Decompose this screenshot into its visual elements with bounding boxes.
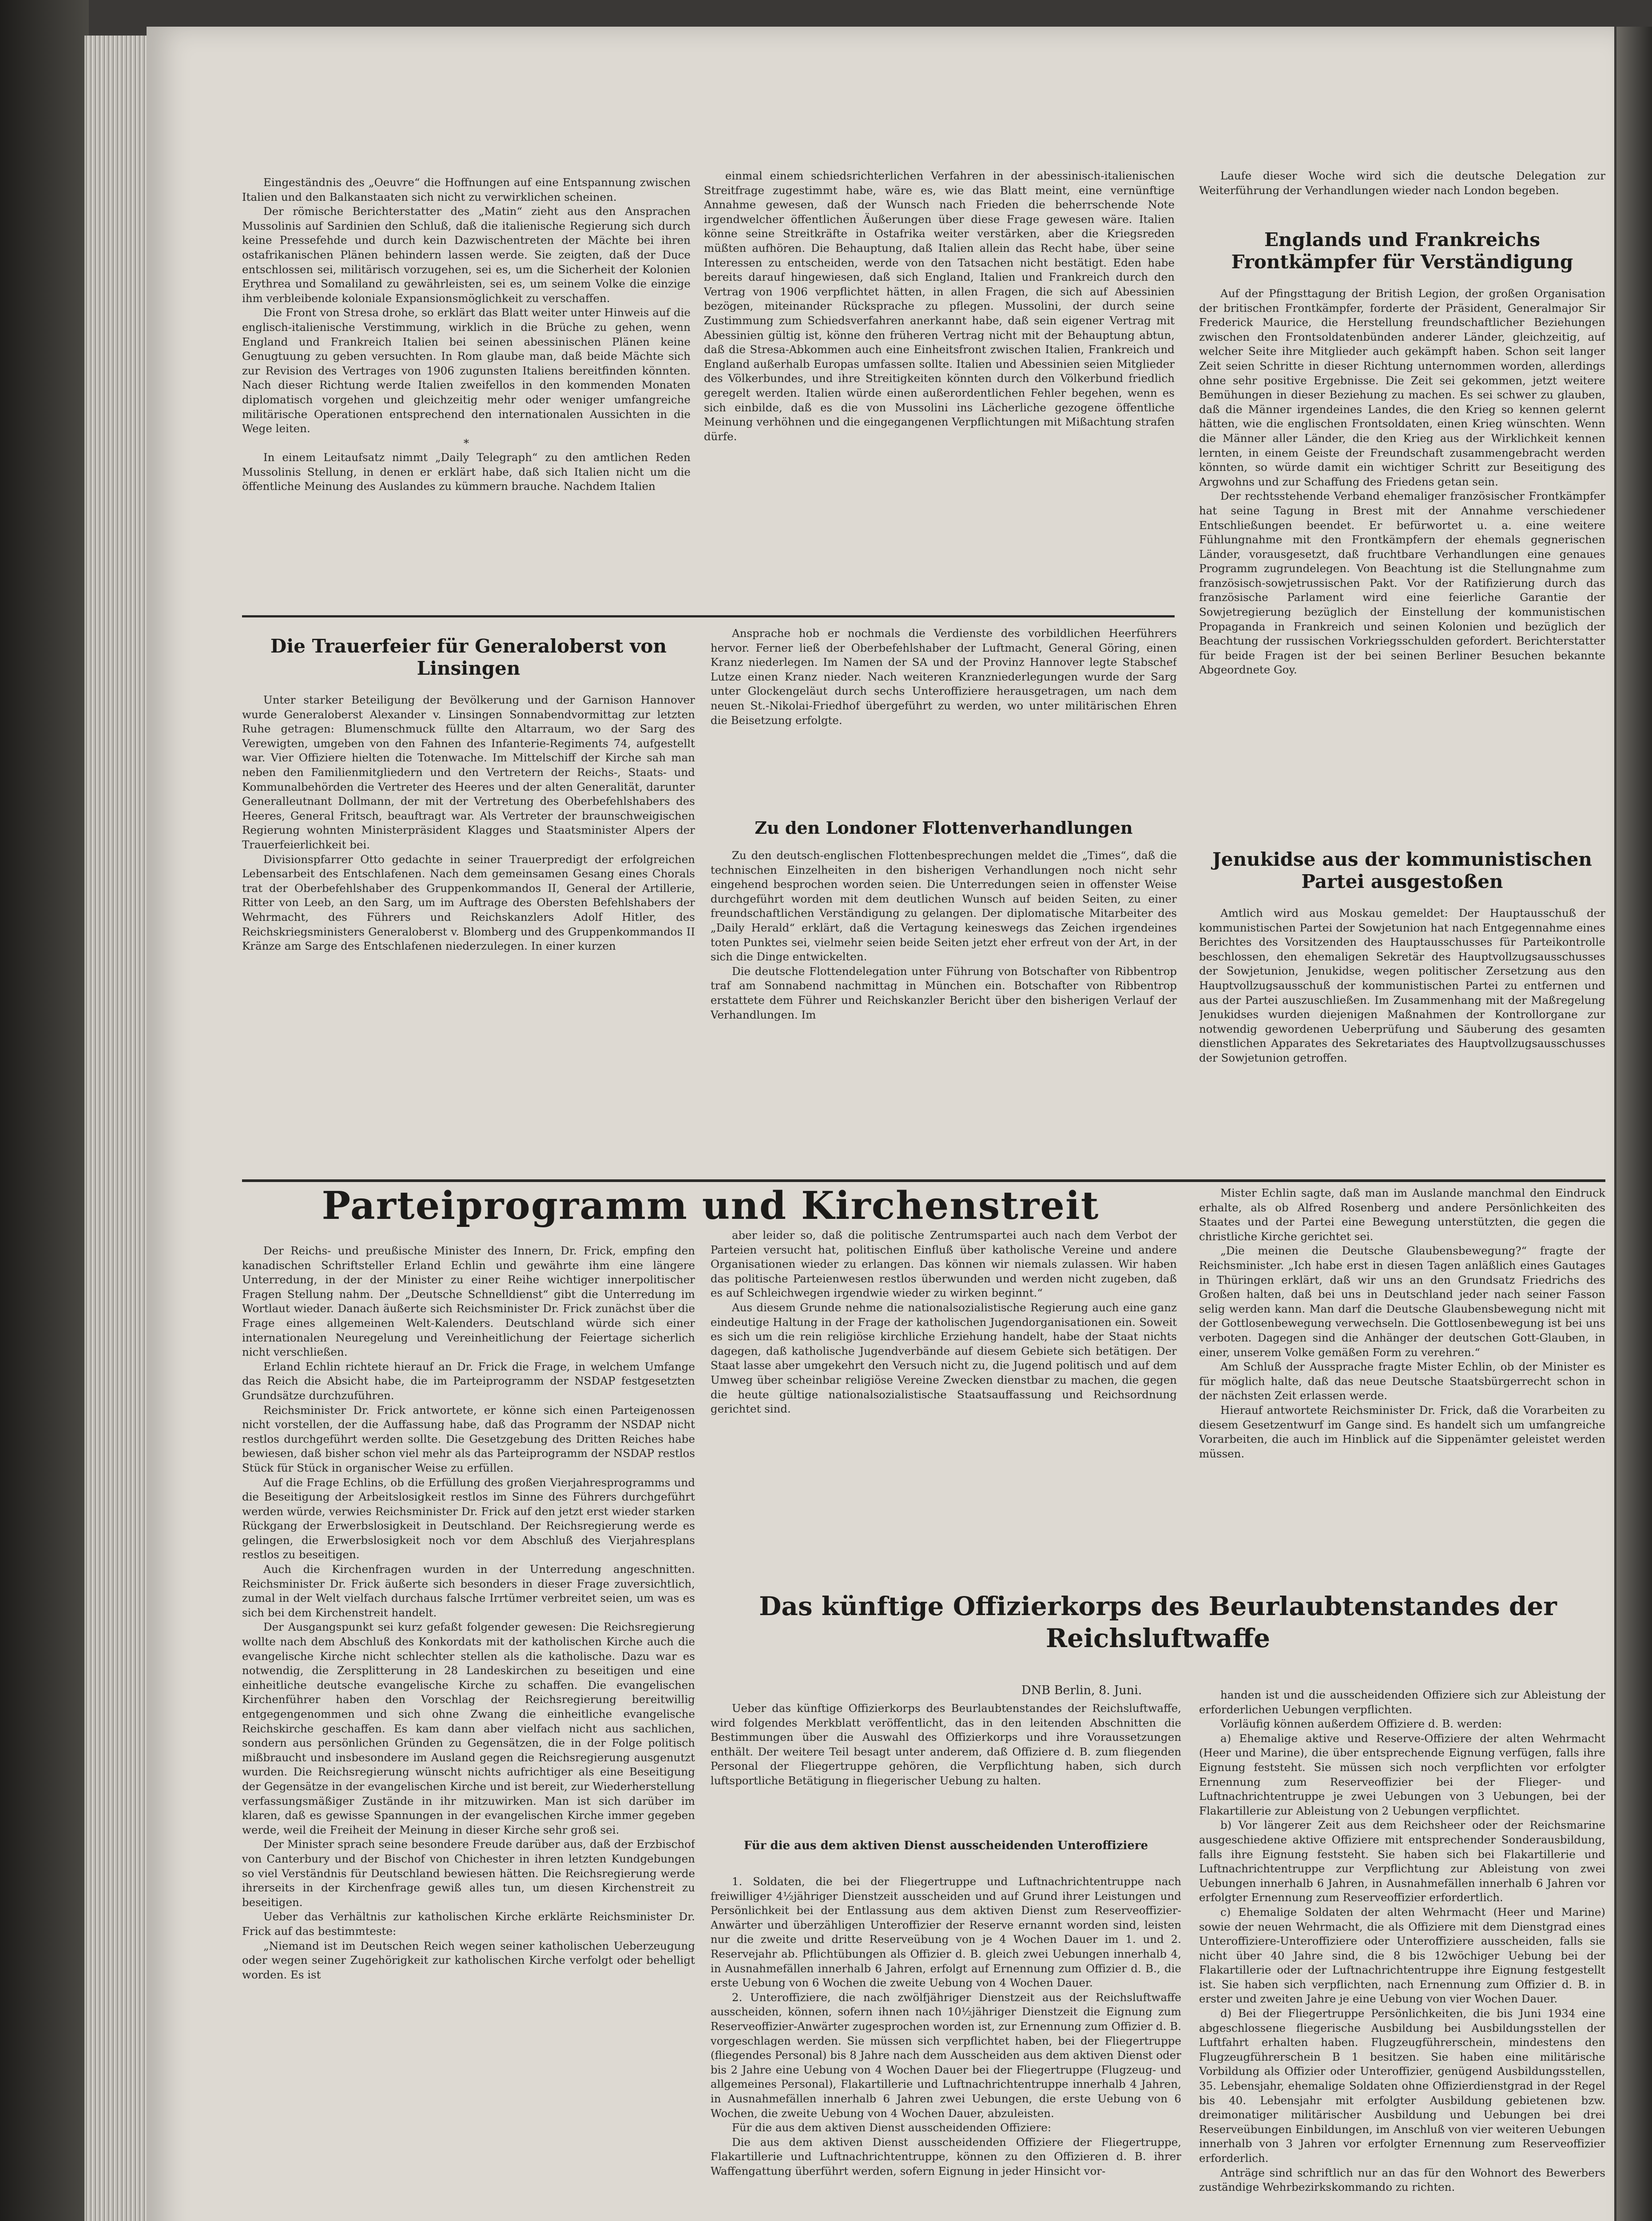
column-trauerfeier-left bbox=[242, 693, 695, 1170]
paragraph: Der Ausgangspunkt sei kurz gefaßt folgender gewesen: Die Reichsregierung wollte nach dem Abschluß des Konkordats mit der katholischen Kirche auch die evangelische Kirche nicht schlechter stellen als die katholische. Dazu war es notwendig, die Zersplitterung in 28 Landeskirchen zu beseitigen und eine einheitliche deutsche evangelische Kirche zu schaffen. Die evangelischen Kirchenführer haben den Vorschlag der Reichsregierung bereitwillig entgegengenommen und sich ohne Zwang die einheitliche evangelische Reichskirche geschaffen. Es kam dann aber vielfach nicht aus sachlichen, sondern aus persönlichen Gründen zu Gegensätzen, die in der Folge politisch mißbraucht und insbesondere im Ausland gegen die Reichsregierung ausgenutzt wurden. Die Reichsregierung wünscht nichts aufrichtiger als eine Beseitigung der Gegensätze in der evangelischen Kirche und ist bereit, zur Wiederherstellung verfassungsmäßiger Zustände in ihr mitzuwirken. Man ist sich darüber im klaren, daß es gewisse Spannungen in der evangelischen Kirche immer gegeben werde, weil die Freiheit der Meinung in dieser Kirche sehr groß sei. bbox=[242, 1620, 695, 1836]
paragraph: einmal einem schiedsrichterlichen Verfahren in der abessinisch-italienischen Streitfrage zugestimmt habe, wäre es, wie das Blatt meint, eine vernünftige Annahme gewesen, daß der Wunsch nach Frieden die beherrschende Note irgendwelcher öffentlichen Äußerungen über diese Frage gewesen wäre. Italien könne seine Streitkräfte in Ostafrika weiter verstärken, aber die Kriegsreden müßten aufhören. Die Behauptung, daß Italien allein das Recht habe, über seine Interessen zu entscheiden, werde von den Tatsachen nicht bestätigt. Eden habe bereits darauf hingewiesen, daß sich England, Italien und Frankreich durch den Vertrag von 1906 verpflichtet hätten, in allen Fragen, die sich auf Abessinien bezögen, miteinander Rücksprache zu pflegen. Mussolini, der durch seine Zustimmung zum Schiedsverfahren anerkannt habe, daß sein eigener Vertrag mit Abessinien gültig ist, könne den früheren Vertrag nicht mit der Behauptung abtun, daß die Stresa-Abkommen auch eine Einheitsfront zwischen Italien, Frankreich und England außerhalb Europas umfassen sollte. Italien und Abessinien seien Mitglieder des Völkerbundes, und ihre Streitigkeiten könnten durch den Völkerbund friedlich geregelt werden. Italien würde einen außerordentlichen Fehler begehen, wenn es sich einbilde, daß es die von Mussolini ins Lächerliche gezogene öffentliche Meinung verhöhnen und die eingegangenen Verpflichtungen mit Mißachtung strafen dürfe. bbox=[704, 169, 1175, 443]
paragraph: Mister Echlin sagte, daß man im Auslande manchmal den Eindruck erhalte, als ob Alfred Rosenberg und andere Persönlichkeiten des Staates und der Partei eine Bewegung unterstützten, die gegen die christliche Kirche gerichtet sei. bbox=[1199, 1186, 1605, 1243]
paragraph: Eingeständnis des „Oeuvre“ die Hoffnungen auf eine Entspannung zwischen Italien und den Balkanstaaten sich nicht zu verwirklichen scheinen. bbox=[242, 176, 691, 203]
paragraph: Ueber das Verhältnis zur katholischen Kirche erklärte Reichsminister Dr. Frick auf das bestimmteste: bbox=[242, 1910, 695, 1938]
paragraph: Unter starker Beteiligung der Bevölkerung und der Garnison Hannover wurde Generaloberst Alexander v. Linsingen Sonnabendvormittag zur letzten Ruhe getragen: Blumenschmuck füllte den Altarraum, wo der Sarg des Verewigten, umgeben von den Fahnen des Infanterie-Regiments 74, aufgestellt war. Vier Offiziere hielten die Totenwache. Im Mittelschiff der Kirche sah man neben den Familienmitgliedern und den Vertretern der Reichs-, Staats- und Kommunalbehörden die Vertreter des Heeres und der alten Generalität, darunter Generalleutnant Dollmann, der mit der Vertretung des Oberbefehlshabers des Heeres, General Fritsch, beauftragt war. Als Vertreter der braunschweigischen Regierung wohnten Ministerpräsident Klagges und Staatsminister Alpers der Trauerfeierlichkeit bei. bbox=[242, 693, 695, 851]
paragraph: Hierauf antwortete Reichsminister Dr. Frick, daß die Vorarbeiten zu diesem Gesetzentwurf im Gange sind. Es handelt sich um umfangreiche Vorarbeiten, die auch im Hinblick auf die Sippenämter geleistet werden müssen. bbox=[1199, 1403, 1605, 1460]
column-trauerfeier-right bbox=[711, 626, 1177, 804]
paragraph: d) Bei der Fliegertruppe Persönlichkeiten, die bis Juni 1934 eine abgeschlossene fliegerische Ausbildung bei Ausbildungsstellen der Luftfahrt erhalten haben. Flugzeugführerschein, mindestens den Flugzeugführerschein B 1 besitzen. Sie haben eine militärische Vorbildung als Offizier oder Unteroffizier, genügend Ausbildungsstellen, 35. Lebensjahr, ehemalige Soldaten ohne Offizierdienstgrad in der Regel bis 40. Lebensjahr mit erfolgter Ausbildung gebietenen bzw. dreimonatiger militärischer Ausbildung und Uebungen bei drei Reserveübungen Einbildungen, im Anschluß von vier weiteren Uebungen innerhalb von 3 Jahren vor erfolgter Ernennung zum Reserveoffizier erforderlich. bbox=[1199, 2007, 1605, 2165]
paragraph: 2. Unteroffiziere, die nach zwölfjähriger Dienstzeit aus der Reichsluftwaffe ausscheiden, können, sofern ihnen nach 10½jähriger Dienstzeit die Eignung zum Reserveoffizier-Anwärter zugesprochen worden ist, zur Ernennung zum Offizier d. B. vorgeschlagen werden. Sie müssen sich verpflichtet haben, bei der Fliegertruppe (fliegendes Personal) bis 8 Jahre nach dem Ausscheiden aus dem aktiven Dienst oder bis 2 Jahre eine Uebung von 4 Wochen Dauer bei der Fliegertruppe (Flugzeug- und allgemeines Personal), Flakartillerie und Luftnachrichtentruppe innerhalb 4 Jahren, in Ausnahmefällen innerhalb 6 Jahren zwei Uebungen, die erste Uebung von 6 Wochen, die zweite Uebung von 4 Wochen Dauer, abzuleisten. bbox=[711, 1990, 1181, 2120]
paragraph: „Niemand ist im Deutschen Reich wegen seiner katholischen Ueberzeugung oder wegen seiner Zugehörigkeit zur katholischen Kirche verfolgt oder behelligt worden. Es ist bbox=[242, 1939, 695, 1981]
paragraph: Auf der Pfingsttagung der British Legion, der großen Organisation der britischen Frontkämpfer, forderte der Präsident, Generalmajor Sir Frederick Maurice, die Herstellung freundschaftlicher Beziehungen zwischen den Frontsoldatenbünden anderer Länder, gleichzeitig, auf welcher Seite ihre Mitglieder auch gekämpft haben. Schon seit langer Zeit seien Schritte in dieser Richtung unternommen worden, allerdings ohne sehr positive Ergebnisse. Die Zeit sei gekommen, jetzt weitere Bemühungen in dieser Beziehung zu machen. Es sei schwer zu glauben, daß die Männer irgendeines Landes, die den Krieg so kennen gelernt hätten, wie die englischen Frontsoldaten, einen Krieg wünschten. Wenn die Männer aller Länder, die den Krieg aus der Wirklichkeit kennen lernten, in einem Geiste der Freundschaft zusammengebracht werden könnten, so würde damit ein wichtiger Schritt zur Beseitigung des Argwohns und zur Schaffung des Friedens getan sein. bbox=[1199, 287, 1605, 488]
book-cover-edge bbox=[0, 0, 89, 2221]
paragraph: Am Schluß der Aussprache fragte Mister Echlin, ob der Minister es für möglich halte, daß das neue Deutsche Staatsbürgerrecht schon in der nächsten Zeit erlassen werde. bbox=[1199, 1360, 1605, 1402]
paragraph: Die Front von Stresa drohe, so erklärt das Blatt weiter unter Hinweis auf die englisch-italienische Verstimmung, wirklich in die Brüche zu gehen, wenn England und Frankreich Italien bei seinen abessinischen Plänen keine Genugtuung zu geben versuchten. In Rom glaube man, daß beide Mächte sich zur Revision des Vertrages von 1906 zugunsten Italiens bereitfinden könnten. Nach dieser Richtung werde Italien zweifellos in den kommenden Monaten diplomatisch vorgehen und gleichzeitig mehr oder weniger umfangreiche militärische Operationen entsprechend den internationalen Aussichten in die Wege leiten. bbox=[242, 306, 691, 435]
paragraph: 1. Soldaten, die bei der Fliegertruppe und Luftnachrichtentruppe nach freiwilliger 4½jähriger Dienstzeit ausscheiden und auf Grund ihrer Leistungen und Persönlichkeit bei der Entlassung aus dem aktiven Dienst zum Reserveoffizier-Anwärter und überzähligen Unteroffizier der Reserve ernannt worden sind, leisten nur die zweite und dritte Reserveübung von je 4 Wochen Dauer im 1. und 2. Reservejahr ab. Pflichtübungen als Offizier d. B. gleich zwei Uebungen innerhalb 4, in Ausnahmefällen innerhalb 6 Jahren, erfolgt auf Ernennung zum Offizier d. B., die erste Uebung von 6 Wochen die zweite Uebung von 4 Wochen Dauer. bbox=[711, 1875, 1181, 1990]
book-spine bbox=[1616, 27, 1652, 2221]
paragraph: Erland Echlin richtete hierauf an Dr. Frick die Frage, in welchem Umfange das Reich die Absicht habe, die im Parteiprogramm der NSDAP festgesetzten Grundsätze durchzuführen. bbox=[242, 1360, 695, 1402]
paragraph: Reichsminister Dr. Frick antwortete, er könne sich einen Parteigenossen nicht vorstellen, der die Auffassung habe, daß das Programm der NSDAP nicht restlos durchgeführt werden sollte. Die Gesetzgebung des Dritten Reiches habe bewiesen, daß bisher schon viel mehr als das Parteiprogramm der NSDAP restlos Stück für Stück in organischer Weise zu erfüllen. bbox=[242, 1403, 695, 1474]
column-flottenverhandlungen bbox=[711, 848, 1177, 1168]
paragraph: Vorläufig können außerdem Offiziere d. B. werden: bbox=[1220, 1717, 1502, 1731]
headline-parteiprogramm: Parteiprogramm und Kirchenstreit bbox=[322, 1183, 1100, 1228]
column-top-left bbox=[242, 175, 691, 602]
paragraph: Der Reichs- und preußische Minister des Innern, Dr. Frick, empfing den kanadischen Schriftsteller Erland Echlin und gewährte ihm eine längere Unterredung, in der der Minister zu einer Reihe wichtiger innerpolitischer Fragen Stellung nahm. Der „Deutsche Schnelldienst“ gibt die Unterredung im Wortlaut wieder. Danach äußerte sich Reichsminister Dr. Frick zunächst über die Frage eines allgemeinen Welt-Kalenders. Deutschland würde sich einer internationalen Neuregelung und Vereinheitlichung der Feiertage sicherlich nicht verschließen. bbox=[242, 1244, 695, 1359]
column-top-middle bbox=[704, 169, 1175, 602]
column-frontkaempfer bbox=[1199, 287, 1605, 882]
paragraph: c) Ehemalige Soldaten der alten Wehrmacht (Heer und Marine) sowie der neuen Wehrmacht, die als Offiziere mit dem Dienstgrad eines Unteroffiziere-Unteroffiziere oder Unteroffiziere ausscheiden, falls sie nicht über 40 Jahre sind, die 8 bis 12wöchiger Uebung bei der Flakartillerie oder der Luftnachrichtentruppe ihre Eignung festgestellt ist. Sie haben sich verpflichten, nach Ernennung zum Offizier d. B. in erster und zweiten Jahre je eine Uebung von vier Wochen Dauer. bbox=[1199, 1905, 1605, 2006]
paragraph: Für die aus dem aktiven Dienst ausscheidenden Offiziere: bbox=[732, 2121, 1052, 2134]
headline-trauerfeier: Die Trauerfeier für Generaloberst von Linsingen bbox=[270, 635, 667, 679]
paragraph: „Die meinen die Deutsche Glaubensbewegung?“ fragte der Reichsminister. „Ich habe erst in diesen Tagen anläßlich eines Gautages in Thüringen erklärt, daß wir uns an den Grundsatz Friedrichs des Großen halten, daß bei uns in Deutschland jeder nach seiner Fasson selig werden kann. Man darf die Deutsche Glaubensbewegung nicht mit der Gottlosenbewegung verwechseln. Die Gottlosenbewegung ist bei uns verboten. Dagegen sind die Anhänger der deutschen Gott-Glauben, in einer, unserem Volke gemäßen Form zu verehren.“ bbox=[1199, 1244, 1605, 1359]
paragraph: Amtlich wird aus Moskau gemeldet: Der Hauptausschuß der kommunistischen Partei der Sowjetunion hat nach Entgegennahme eines Berichtes des Vorsitzenden des Hauptausschusses für Parteikontrolle beschlossen, den ehemaligen Sekretär des Hauptvollzugsausschusses der Sowjetunion, Jenukidse, wegen politischer Zersetzung aus den Hauptvollzugsausschuß der kommunistischen Partei zu entfernen und aus der Partei auszuschließen. Im Zusammenhang mit der Maßregelung Jenukidses wurden diejenigen Maßnahmen der Kontrollorgane zur notwendig gewordenen Ueberprüfung und Säuberung des gesamten dienstlichen Apparates des Sekretariates des Hauptvollzugsausschusses der Sowjetunion getroffen. bbox=[1199, 907, 1605, 1064]
paragraph: Aus diesem Grunde nehme die nationalsozialistische Regierung auch eine ganz eindeutige Haltung in der Frage der katholischen Jugendorganisationen ein. Soweit es sich um die rein religiöse kirchliche Erziehung handelt, habe der Staat nichts dagegen, daß katholische Jugendverbände auf diesem Gebiete sich betätigen. Der Staat lasse aber umgekehrt den Versuch nicht zu, die Jugend politisch und auf dem Umweg über scheinbar religiöse Vereine Zwecken dienstbar zu machen, die gegen die heute gültige nationalsozialistische Staatsauffassung und Reichsordnung gerichtet sind. bbox=[711, 1301, 1177, 1416]
column-top-right bbox=[1199, 169, 1605, 218]
paragraph: Ansprache hob er nochmals die Verdienste des vorbildlichen Heerführers hervor. Ferner ließ der Oberbefehlshaber der Luftmacht, General Göring, einen Kranz niederlegen. Im Namen der SA und der Provinz Hannover legte Stabschef Lutze einen Kranz nieder. Nach weiteren Kranzniederlegungen wurde der Sarg unter Glockengeläut durch sechs Unteroffiziere herausgetragen, um nach dem neuen St.-Nikolai-Friedhof übergeführt zu werden, wo unter militärischen Ehren die Beisetzung erfolgte. bbox=[711, 627, 1177, 727]
headline-offizierkorps: Das künftige Offizierkorps des Beurlaubtenstandes der Reichsluftwaffe bbox=[759, 1591, 1557, 1653]
paragraph: Die deutsche Flottendelegation unter Führung von Botschafter von Ribbentrop traf am Sonnabend nachmittag in München ein. Botschafter von Ribbentrop erstattete dem Führer und Reichskanzler Bericht über den bisherigen Verlauf der Verhandlungen. Im bbox=[711, 964, 1177, 1021]
paragraph: Zu den deutsch-englischen Flottenbesprechungen meldet die „Times“, daß die technischen Einzelheiten in den bisherigen Verhandlungen noch nicht sehr eingehend besprochen worden seien. Die Unterredungen seien in offenster Weise durchgeführt worden mit dem deutlichen Wunsch auf beiden Seiten, zu einer freundschaftlichen Verständigung zu gelangen. Der diplomatische Mitarbeiter des „Daily Herald“ erklärt, daß die Vertagung keineswegs das Zeichen irgendeines toten Punktes sei, vielmehr seien beide Seiten jetzt eher erfreut von der Art, in der sich die Dinge entwickelten. bbox=[711, 849, 1177, 963]
paragraph: Divisionspfarrer Otto gedachte in seiner Trauerpredigt der erfolgreichen Lebensarbeit des Entschlafenen. Nach dem gemeinsamen Gesang eines Chorals trat der Oberbefehlshaber des Gruppenkommandos II, General der Artillerie, Ritter von Leeb, an den Sarg, um im Auftrage des Obersten Befehlshabers der Wehrmacht, des Führers und Reichskanzlers Adolf Hitler, des Reichskriegsministers Generaloberst v. Blomberg und des Gruppenkommandos II Kränze am Sarge des Entschlafenen niederzulegen. In einer kurzen bbox=[242, 852, 695, 953]
subhead-unteroffiziere: Für die aus dem aktiven Dienst ausscheidenden Unteroffiziere bbox=[743, 1839, 1148, 1852]
headline-frontkaempfer: Englands und Frankreichs Frontkämpfer für Verständigung bbox=[1231, 229, 1573, 273]
paragraph: Auch die Kirchenfragen wurden in der Unterredung angeschnitten. Reichsminister Dr. Frick äußerte sich besonders in dieser Frage zuversichtlich, zumal in der Welt vielfach durchaus falsche Irrtümer verbreitet seien, um was es sich bei dem Kirchenstreit handelt. bbox=[242, 1563, 695, 1619]
paragraph: In einem Leitaufsatz nimmt „Daily Telegraph“ zu den amtlichen Reden Mussolinis Stellung, in denen er erklärt habe, daß sich Italien nicht um die öffentliche Meinung des Auslandes zu kümmern brauche. Nachdem Italien bbox=[242, 451, 691, 493]
paragraph: Der Minister sprach seine besondere Freude darüber aus, daß der Erzbischof von Canterbury und der Bischof von Chichester in ihren letzten Kundgebungen so viel Verständnis für Deutschland bewiesen hätten. Die Reichsregierung werde ihrerseits in der Kirchenfrage gewiß alles tun, um diesen Kirchenstreit zu beseitigen. bbox=[242, 1838, 695, 1909]
column-partei-right bbox=[1199, 1186, 1605, 1568]
paragraph: Die aus dem aktiven Dienst ausscheidenden Offiziere der Fliegertruppe, Flakartillerie und Luftnachrichtentruppe, können zu den Offizieren d. B. ihrer Waffengattung überführt werden, sofern Eignung in jeder Hinsicht vor- bbox=[711, 2135, 1181, 2177]
paragraph: Der rechtsstehende Verband ehemaliger französischer Frontkämpfer hat seine Tagung in Brest mit der Annahme verschiedener Entschließungen beendet. Er befürwortet u. a. eine weitere Fühlungnahme mit den Frontkämpfern der ehemals gegnerischen Länder, vorausgesetzt, daß fruchtbare Verhandlungen eine genaues Programm zugrundelegen. Von Beachtung ist die Stellungnahme zum französisch-sowjetrussischen Pakt. Vor der Ratifizierung durch das französische Parlament wird eine feierliche Garantie der Sowjetregierung bezüglich der Einstellung der kommunistischen Propaganda in Frankreich und seinen Kolonien und bezüglich der Beachtung der russischen Vorkriegsschulden gefordert. Berichterstatter für beide Fragen ist der bei seinen Berliner Besuchen bekannte Abgeordnete Goy. bbox=[1199, 490, 1605, 677]
paragraph: a) Ehemalige aktive und Reserve-Offiziere der alten Wehrmacht (Heer und Marine), die über entsprechende Eignung verfügen, falls ihre Eignung feststeht. Sie müssen sich noch verpflichten vor erfolgter Ernennung zum Reserveoffizier bei der Flieger- und Luftnachrichtentruppe je zwei Uebungen von 3 Uebungen, bei der Flakartillerie zur Ableistung von 2 Uebungen verpflichtet. bbox=[1199, 1731, 1605, 1817]
paragraph: Ueber das künftige Offizierkorps des Beurlaubtenstandes der Reichsluftwaffe, wird folgendes Merkblatt veröffentlicht, das in den leitenden Abschnitten die Bestimmungen über die Auswahl des Offizierkorps und ihre Voraussetzungen enthält. Der weitere Teil besagt unter anderem, daß Offiziere d. B. zum fliegenden Personal der Fliegertruppe gehören, die Verpflichtung haben, sich durch luftsportliche Betätigung in fliegerischer Uebung zu halten. bbox=[711, 1702, 1181, 1787]
paragraph: Auf die Frage Echlins, ob die Erfüllung des großen Vierjahresprogramms und die Beseitigung der Arbeitslosigkeit restlos im Sinne des Führers durchgeführt werden würde, verwies Reichsminister Dr. Frick auf den jetzt erst wieder starken Rückgang der Erwerbslosigkeit in Deutschland. Der Reichsregierung werde es gelingen, die Erwerbslosigkeit noch vor dem Abschluß des Vierjahresplans restlos zu beseitigen. bbox=[242, 1476, 695, 1561]
paragraph: Laufe dieser Woche wird sich die deutsche Delegation zur Weiterführung der Verhandlungen wieder nach London begeben. bbox=[1199, 169, 1605, 197]
paragraph: Der römische Berichterstatter des „Matin“ zieht aus den Ansprachen Mussolinis auf Sardinien den Schluß, daß die italienische Regierung sich durch keine Pressefehde und durch kein Dazwischentreten der Mächte bei ihren ostafrikanischen Plänen behindern lassen werde. Sie zeigten, daß der Duce entschlossen sei, militärisch vorzugehen, sei es, um die Sicherheit der Kolonien Erythrea und Somaliland zu gewährleisten, sei es, um seinem Volke die einzige ihm verbleibende koloniale Expansionsmöglichkeit zu verschaffen. bbox=[242, 205, 691, 305]
column-partei-middle bbox=[711, 1228, 1177, 1566]
column-jenukidse bbox=[1199, 906, 1605, 1155]
dateline: DNB Berlin, 8. Juni. bbox=[1021, 1684, 1142, 1697]
column-offizierkorps-right bbox=[1199, 1688, 1605, 2221]
paragraph: Anträge sind schriftlich nur an das für den Wohnort des Bewerbers zuständige Wehrbezirkskommando zu richten. bbox=[1199, 2166, 1605, 2194]
paragraph: aber leider so, daß die politische Zentrumspartei auch nach dem Verbot der Parteien versucht hat, politischen Einfluß über katholische Vereine und andere Organisationen wieder zu erlangen. Das können wir niemals zulassen. Wir haben das politische Parteienwesen restlos überwunden und werden nicht zugeben, daß es auf Schleichwegen irgendwie wieder zu wirken beginnt.“ bbox=[711, 1229, 1177, 1300]
column-offizierkorps-intro bbox=[711, 1701, 1181, 1835]
column-offizierkorps-left bbox=[711, 1875, 1181, 2221]
paragraph: handen ist und die ausscheidenden Offiziere sich zur Ableistung der erforderlichen Uebungen verpflichten. bbox=[1199, 1688, 1605, 1716]
rule-mid-top bbox=[242, 615, 1175, 617]
rule-main bbox=[242, 1179, 1605, 1182]
paragraph: b) Vor längerer Zeit aus dem Reichsheer oder der Reichsmarine ausgeschiedene aktive Offiziere mit entsprechender Sonderausbildung, falls ihre Eignung feststeht. Sie haben sich bei Flakartillerie und Luftnachrichtentruppe zur Verpflichtung zur Ableistung von zwei Uebungen innerhalb 6 Jahren, in Ausnahmefällen innerhalb 6 Jahren vor erfolgter Ernennung zum Reserveoffizier erfordertlich. bbox=[1199, 1819, 1605, 1904]
page-stack-edge bbox=[84, 36, 155, 2221]
paragraph: * bbox=[463, 436, 469, 450]
column-partei-left bbox=[242, 1244, 695, 2221]
headline-jenukidse: Jenukidse aus der kommunistischen Partei ausgestoßen bbox=[1212, 848, 1592, 892]
headline-flottenverhandlungen: Zu den Londoner Flottenverhandlungen bbox=[755, 818, 1133, 838]
